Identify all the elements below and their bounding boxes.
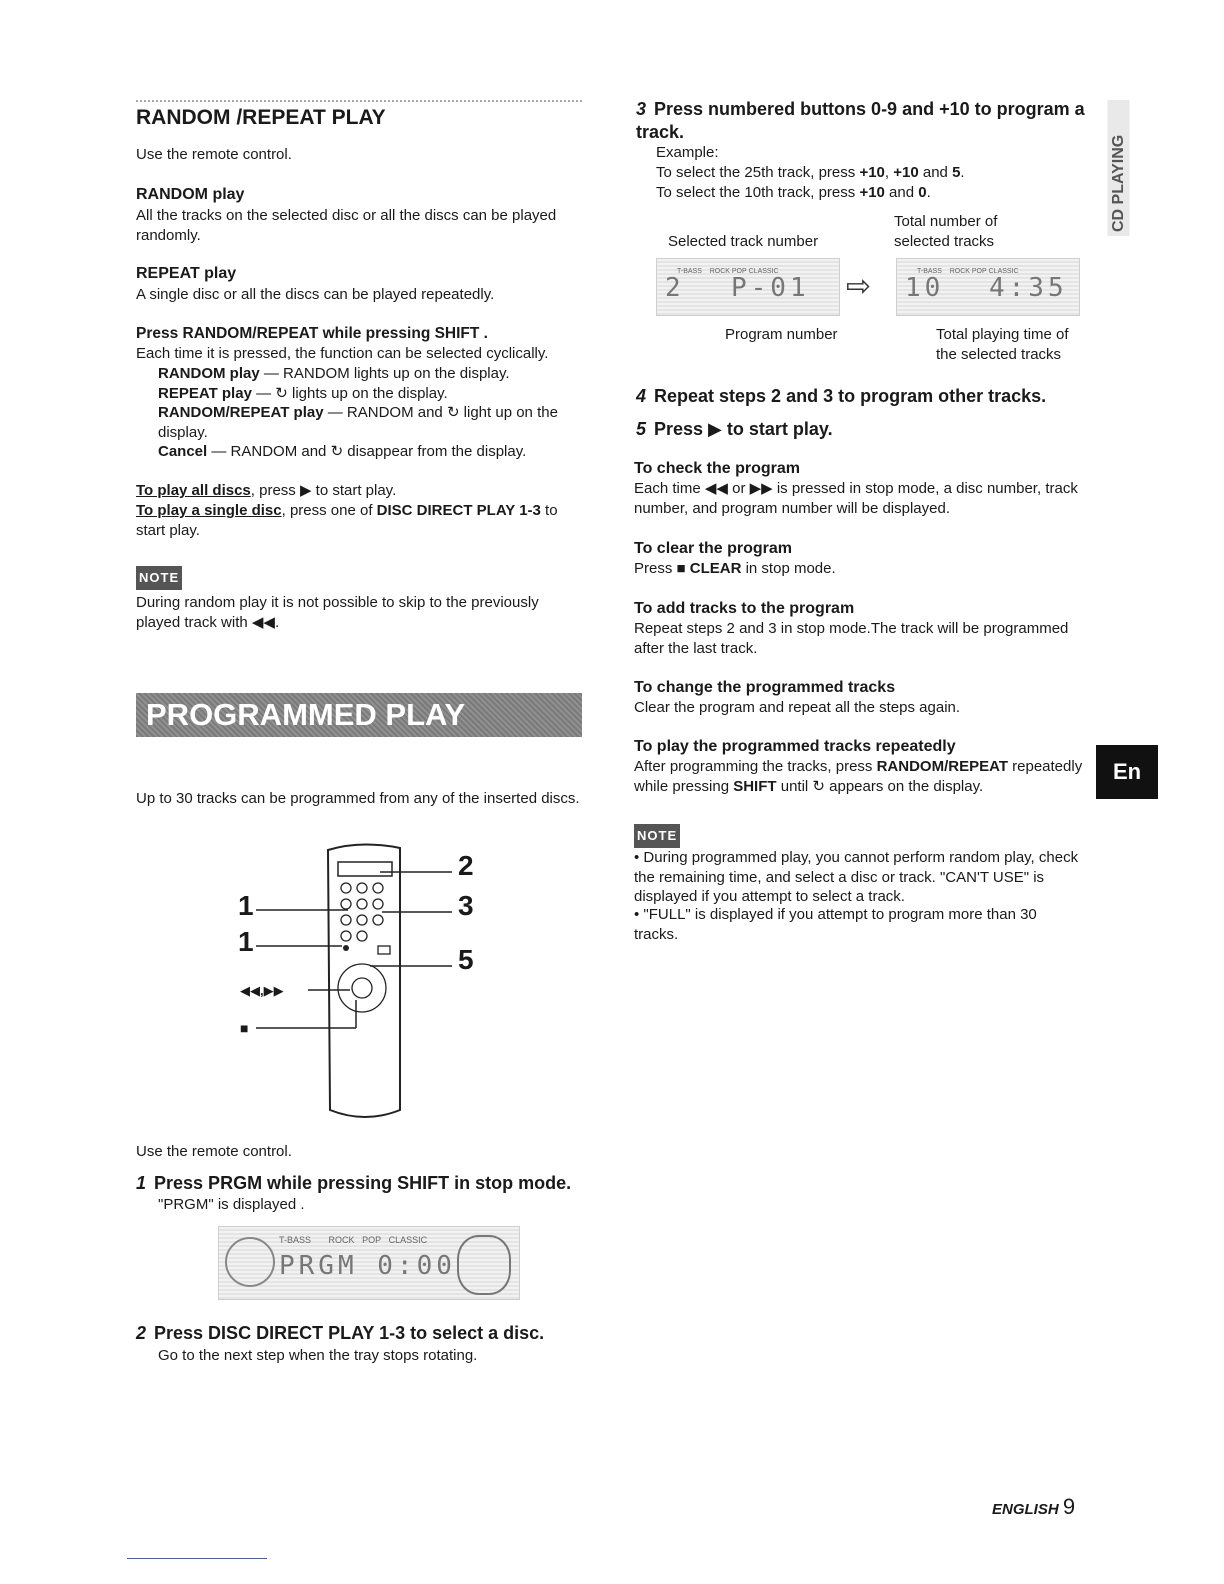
repeat-body: A single disc or all the discs can be played repeatedly. (136, 286, 495, 303)
disc-icon (225, 1237, 275, 1287)
add-body: Repeat steps 2 and 3 in stop mode.The track will be programmed after the last track. (634, 620, 1069, 657)
play-single-line: To play a single disc, press one of DISC DIRECT PLAY 1-3 to start play. (136, 502, 558, 539)
example-line-1: To select the 25th track, press +10, +10 and 5. (656, 164, 965, 181)
arrow-right-icon: ⇨ (846, 270, 872, 303)
lcd-top-labels: T-BASS ROCK POP CLASSIC (279, 1235, 428, 1245)
mode-item: REPEAT play — ↻ lights up on the display. (158, 384, 448, 402)
page-footer: ENGLISH 9 (992, 1494, 1076, 1519)
label-program-number: Program number (725, 326, 838, 343)
lcd-display-total (896, 258, 1080, 316)
programmed-intro: Up to 30 tracks can be programmed from any of the inserted discs. (136, 790, 580, 807)
clear-body: Press ■ CLEAR in stop mode. (634, 560, 836, 577)
remote-label-2: 2 (458, 850, 474, 881)
note-badge: NOTE (136, 566, 182, 590)
lcd-readout: PRGM 0:00 (279, 1251, 456, 1281)
lcd-display-program (656, 258, 840, 316)
note-text: During random play it is not possible to skip to the previously played track with ◀◀. (136, 594, 539, 631)
label-total-time: Total playing time of the selected tracks (936, 326, 1069, 363)
use-remote-text: Use the remote control. (136, 146, 292, 163)
repeat-programmed-body: After programming the tracks, press RANDOM/REPEAT repeatedly while pressing SHIFT until ↻ appears on the display. (634, 758, 1083, 795)
add-heading: To add tracks to the program (634, 600, 855, 617)
lcd-track-digit: 2 (665, 273, 685, 303)
lcd-program-readout: P-01 (731, 273, 810, 303)
footer-rule (127, 1558, 267, 1559)
label-total-number: Total number of selected tracks (894, 213, 998, 250)
remote-label-stop: ■ (240, 1020, 249, 1036)
repeat-programmed-heading: To play the programmed tracks repeatedly (634, 738, 956, 755)
section-rule (136, 100, 582, 102)
lcd-top-labels: T-BASS ROCK POP CLASSIC (677, 268, 779, 275)
step-3: 3 Press numbered buttons 0-9 and +10 to program a track. (636, 99, 1085, 142)
check-body: Each time ◀◀ or ▶▶ is pressed in stop mode, a disc number, track number, and program number will be displayed. (634, 480, 1078, 517)
step-2: 2 Press DISC DIRECT PLAY 1-3 to select a disc. (136, 1323, 545, 1343)
random-heading: RANDOM play (136, 186, 245, 203)
label-selected-track: Selected track number (668, 233, 819, 250)
disc-stack-icon (457, 1235, 511, 1295)
mode-list (158, 364, 586, 462)
change-body: Clear the program and repeat all the steps again. (634, 699, 961, 716)
step-5: 5 Press ▶ to start play. (636, 419, 833, 439)
random-body: All the tracks on the selected disc or all the discs can be played randomly. (136, 207, 557, 244)
note-item-2: • "FULL" is displayed if you attempt to program more than 30 tracks. (634, 906, 1037, 943)
use-remote-text-2: Use the remote control. (136, 1143, 292, 1160)
step-4: 4 Repeat steps 2 and 3 to program other tracks. (636, 386, 1047, 406)
remote-label-5: 5 (458, 944, 474, 975)
remote-label-skip: ◀◀,▶▶ (240, 983, 284, 998)
press-heading: Press RANDOM/REPEAT while pressing SHIFT . (136, 325, 488, 342)
language-tab: En (1096, 745, 1158, 799)
press-body: Each time it is pressed, the function can be selected cyclically. (136, 345, 549, 362)
clear-heading: To clear the program (634, 540, 792, 557)
repeat-heading: REPEAT play (136, 265, 237, 282)
remote-label-3: 3 (458, 890, 474, 921)
lcd-total-tracks: 10 (905, 273, 945, 303)
remote-label-1b: 1 (238, 926, 254, 957)
lcd-top-labels: T-BASS ROCK POP CLASSIC (917, 268, 1019, 275)
cd-playing-tab: CD PLAYING (1108, 100, 1130, 236)
example-line-2: To select the 10th track, press +10 and 0. (656, 184, 931, 201)
change-heading: To change the programmed tracks (634, 679, 896, 696)
check-heading: To check the program (634, 460, 800, 477)
note-item-1: • During programmed play, you cannot perform random play, check the remaining time, and select a disc or track. "CAN'T USE" is displayed if you attempt to select a track. (634, 849, 1079, 905)
section-title: RANDOM /REPEAT PLAY (136, 106, 386, 129)
play-all-line: To play all discs, press ▶ to start play. (136, 482, 397, 499)
mode-item: RANDOM play — RANDOM lights up on the display. (158, 365, 510, 382)
remote-label-1a: 1 (238, 890, 254, 921)
lcd-total-time: 4:35 (989, 273, 1068, 303)
step-1: 1 Press PRGM while pressing SHIFT in stop mode. (136, 1173, 572, 1193)
step-2-body: Go to the next step when the tray stops rotating. (158, 1347, 478, 1364)
programmed-play-banner: PROGRAMMED PLAY (136, 693, 582, 737)
note-badge-2: NOTE (634, 824, 680, 848)
mode-item: RANDOM/REPEAT play — RANDOM and ↻ light up on the display. (158, 404, 558, 441)
mode-item: Cancel — RANDOM and ↻ disappear from the display. (158, 443, 527, 460)
example-label: Example: (656, 144, 719, 161)
lcd-display-prgm (218, 1226, 520, 1300)
step-1-body: "PRGM" is displayed . (158, 1196, 305, 1213)
